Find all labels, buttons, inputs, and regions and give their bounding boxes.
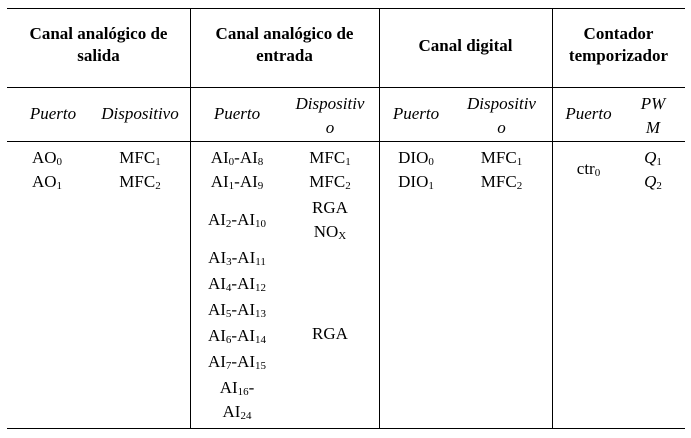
subheader-dispositivo-line2: o [497, 118, 506, 137]
rule-header [7, 87, 685, 88]
counter-port: ctr$_0$ [576, 159, 601, 179]
ai-port: $AI_{24}$ [222, 402, 252, 422]
ai-port: $AI_2-AI_{10}$ [207, 210, 267, 230]
ai-device: RGA [312, 324, 348, 343]
dig-port: $DIO_1$ [398, 172, 434, 192]
ai-port: $AI_{16}-$ [219, 378, 255, 398]
ai-port: $AI_1-AI_9$ [210, 172, 264, 192]
ai-device: $NO_X$ [313, 222, 347, 242]
header-digital: Canal digital [418, 36, 513, 55]
subheader-puerto: Puerto [29, 104, 77, 123]
ao-device: $MFC_2$ [119, 172, 161, 192]
header-ao-line2: salida [77, 46, 120, 65]
subheader-puerto: Puerto [213, 104, 261, 123]
ai-device: $MFC_1$ [309, 148, 351, 168]
subheader-puerto: Puerto [392, 104, 440, 123]
header-ai-line2: entrada [256, 46, 313, 65]
subheader-dispositivo-line2: o [325, 118, 335, 137]
ai-device: RGA [312, 198, 348, 217]
dig-device: $MFC_1$ [480, 148, 523, 168]
subheader-dispositivo: Dispositivo [101, 104, 179, 123]
subheader-pwm-line2: M [645, 118, 661, 137]
header-counter-line1: Contador [583, 24, 654, 43]
ao-port: $AO_0$ [31, 148, 63, 168]
ao-device: $MFC_1$ [119, 148, 161, 168]
subheader-puerto: Puerto [565, 104, 612, 123]
col-divider [552, 8, 553, 428]
ai-port: $AI_6-AI_{14}$ [207, 326, 267, 346]
ai-port: $AI_4-AI_{12}$ [207, 274, 267, 294]
header-ai-line1: Canal analógico de [215, 24, 354, 43]
subheader-dispositivo-line1: Dispositiv [467, 94, 536, 113]
rule-top [7, 8, 685, 9]
pwm-output: $Q_1$ [644, 148, 662, 168]
ao-port: $AO_1$ [31, 172, 63, 192]
ai-port: $AI_7-AI_{15}$ [207, 352, 267, 372]
ai-device: $MFC_2$ [309, 172, 351, 192]
pwm-output: $Q_2$ [644, 172, 662, 192]
rule-bottom [7, 428, 685, 429]
rule-subheader [7, 141, 685, 142]
col-divider [190, 8, 191, 428]
ai-port: $AI_3-AI_{11}$ [208, 248, 266, 268]
subheader-pwm-line1: PW [640, 94, 666, 113]
col-divider [379, 8, 380, 428]
dig-port: $DIO_0$ [398, 148, 434, 168]
subheader-dispositivo-line1: Dispositiv [295, 94, 365, 113]
header-ao-line1: Canal analógico de [29, 24, 168, 43]
ai-port: $AI_0-AI_8$ [210, 148, 264, 168]
dig-device: $MFC_2$ [480, 172, 523, 192]
header-counter-line2: temporizador [568, 46, 669, 65]
ai-port: $AI_5-AI_{13}$ [207, 300, 267, 320]
